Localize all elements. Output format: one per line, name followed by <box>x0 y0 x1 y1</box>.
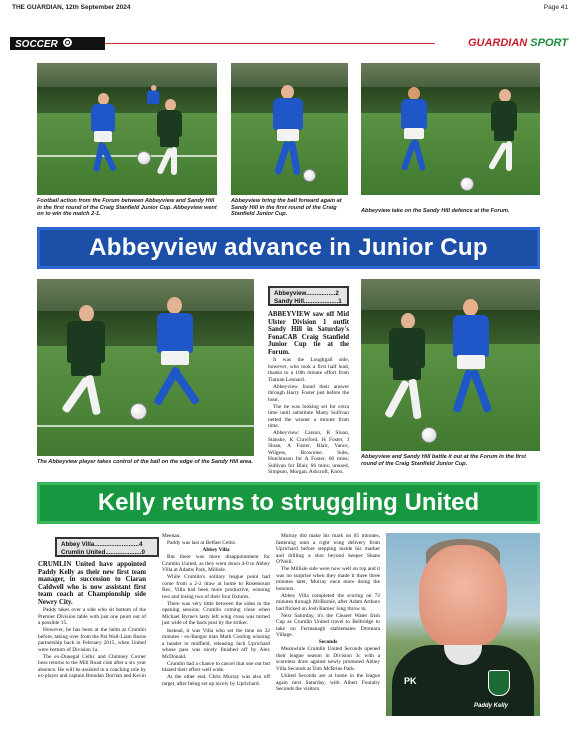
header-rule <box>105 43 435 44</box>
photo-mid-left <box>37 279 254 456</box>
scorebox-story2 <box>55 537 159 557</box>
story2-paragraph: Crumlin had a chance to cancel that one out but blazed their effort well wide. <box>162 660 270 674</box>
jacket-initials: PK <box>404 676 417 686</box>
photo-top-middle <box>231 63 348 195</box>
headline-kelly: Kelly returns to struggling United <box>97 489 480 516</box>
photo-top-right <box>361 63 540 195</box>
logo-guardian-word: GUARDIAN <box>467 37 528 49</box>
story2-paragraph: Murray did make his mark on 65 minutes, fastening onto a right wing delivery from Uprichard before stepping inside his marker and drilling a shot beyond keeper Shane O'Neill. <box>276 533 380 565</box>
logo-sport-word: SPORT <box>530 37 568 49</box>
score-line-1: Abbey Villa..........................4 <box>61 541 143 548</box>
football-icon <box>62 37 73 48</box>
story2-paragraph: However, he has been at the helm at Crumlin before, taking over from the Pat Wall-Liam Burns partnership back in February 2015, when United were bottom of Division 1a. <box>38 627 146 653</box>
story2-paragraph: There was very little between the sides in the opening session; Crumlin coming close when Michael Byrne's tasty left wing cross was turned just wide of the back post by the striker. <box>162 600 270 627</box>
section-label <box>10 37 105 50</box>
story2-paragraph: Paddy was last at Belfast Celtic. <box>167 540 237 547</box>
story2-subhead: Abbey Villa <box>202 547 230 554</box>
guardian-sport-logo <box>468 37 568 50</box>
story1-paragraph: Abbeyview: Carson, R Sloan, Stanske, K Crawford, H Foster, J Sloan, A Foster, Blair, Vance, Wilgess, Brownlee. Subs, Hutchinson for A Foster, 66 mins; Sullivan for Blair, 66 mins; unused, Simpson, Morgan, Ashcroft, Knox. <box>268 430 349 476</box>
caption-top-left: Football action from the Forum between Abbeyview and Sandy Hill in the first round of the Craig Stanfield Junior Cup. Abbeyview went on to win the match 2-1. <box>37 198 217 218</box>
story2-paragraph: The ex-Donegal Celtic and Chimney Corner boss returns to the Mill Road club after a six year absence. He will be assisted in a coaching role by ex-player and captain Brendan Dorrian and Kevin <box>38 653 146 680</box>
story1-paragraph: The tie was looking set for extra time until substitute Matty Sullivan netted the winner a minute from time. <box>268 403 349 430</box>
headline-banner-kelly <box>37 482 540 524</box>
publication-line: THE GUARDIAN, 12th September 2024 <box>12 4 131 11</box>
page-number: Page 41 <box>543 4 568 11</box>
score-line-1: Abbeyview.................2 <box>274 290 339 297</box>
story1-paragraph: It was the Loughgall side, however, who took a first half lead, thanks to a 10th minute effort from Tiarnan Leonard. <box>268 357 349 383</box>
caption-top-middle: Abbeyview bring the ball forward again at Sandy Hill in the first round of the Craig Stanfield Junior Cup. <box>231 198 342 218</box>
caption-top-right: Abbeyview take on the Sandy Hill defence at the Forum. <box>361 208 510 214</box>
scorebox-story1 <box>268 286 349 306</box>
story2-subhead: Seconds <box>318 639 338 646</box>
headline-banner-abbeyview <box>37 227 540 269</box>
story2-paragraph: At the other end, Chris Murray was also off target, after being set up nicely by Uprichard. <box>162 674 270 687</box>
story1-lead: ABBEYVIEW saw off Mid Ulster Division 1 outfit Sandy Hill in Saturday's FonaCAB Craig Stanfield Junior Cup tie at the Forum. <box>268 311 349 356</box>
story2-paragraph: But there was more disappointment for Crumlin United, as they went down 4-0 to Abbey Villa at Adams Park, Millisle. <box>162 554 270 574</box>
story1-text <box>268 311 349 477</box>
portrait-caption: Paddy Kelly <box>474 703 509 709</box>
score-line-2: Crumlin United.....................0 <box>61 549 145 556</box>
photo-top-left <box>37 63 217 195</box>
story2-paragraph: Abbey Villa completed the scoring on 72 minutes through McBurnie, after Adam Arthurs had flicked on Josh Barnes' long throw in. <box>276 592 380 612</box>
caption-mid-left: The Abbeyview player takes control of the ball on the edge of the Sandy Hill area. <box>37 459 253 465</box>
section-title: SOCCER <box>15 39 58 50</box>
story2-lead: CRUMLIN United have appointed Paddy Kelly as their new first team manager, in succession to Ciaran Caldwell who is now assistant first team coach at Championship side Newry City. <box>38 561 146 606</box>
story2-column-1 <box>38 561 146 680</box>
portrait-paddy-kelly <box>386 533 540 716</box>
story2-column-2 <box>162 533 270 688</box>
story2-paragraph: While Crumlin's solitary league point had come from a 2-2 draw at home to Rosemount Rec, Villa had been more productive, winning two and losing two of their four fixtures. <box>162 574 270 600</box>
story2-column-3 <box>276 533 380 693</box>
score-line-2: Sandy Hill....................1 <box>274 298 342 305</box>
story2-paragraph: United Seconds are at home in the league again next Saturday, with Albert Foundry Seconds the visitors. <box>276 673 380 693</box>
story2-paragraph: Paddy takes over a side who sit bottom of the Premier Division table with just one point out of a possible 15. <box>38 607 146 627</box>
story2-paragraph: Next Saturday, it's the Clearer Water Irish Cup as Crumlin United travel to Belbridge to take on Fermanagh stablemates Dromara Village. <box>276 612 380 639</box>
caption-mid-right: Abbeyview and Sandy Hill battle it out at the Forum in the first round of the Craig Stanfield Junior Cup. <box>361 454 527 467</box>
club-crest-icon <box>488 670 510 696</box>
story2-paragraph: Meenan. <box>162 533 181 539</box>
headline-abbeyview: Abbeyview advance in Junior Cup <box>89 234 488 261</box>
story2-paragraph: Meanwhile Crumlin United Seconds opened their league season in Division 3c with a scoreless draw against newly promoted Abbey Villa Seconds at Tom McBrine Park. <box>276 646 380 672</box>
story2-paragraph: Instead, it was Villa who set the tone on 32 minutes - ex-Bangor man Mark Cooling winning a header in midfield, releasing Jack Uprichard whose pass was nicely finished off by Alex McDonald. <box>162 627 270 660</box>
photo-mid-right <box>361 279 540 451</box>
story1-paragraph: Abbeyview found their answer through Harry Foster just before the hour. <box>268 383 349 403</box>
story2-paragraph: The Millisle side were now well on top and it was no surprise when they made it three three minutes later, Murray once more doing the honours. <box>276 566 380 592</box>
